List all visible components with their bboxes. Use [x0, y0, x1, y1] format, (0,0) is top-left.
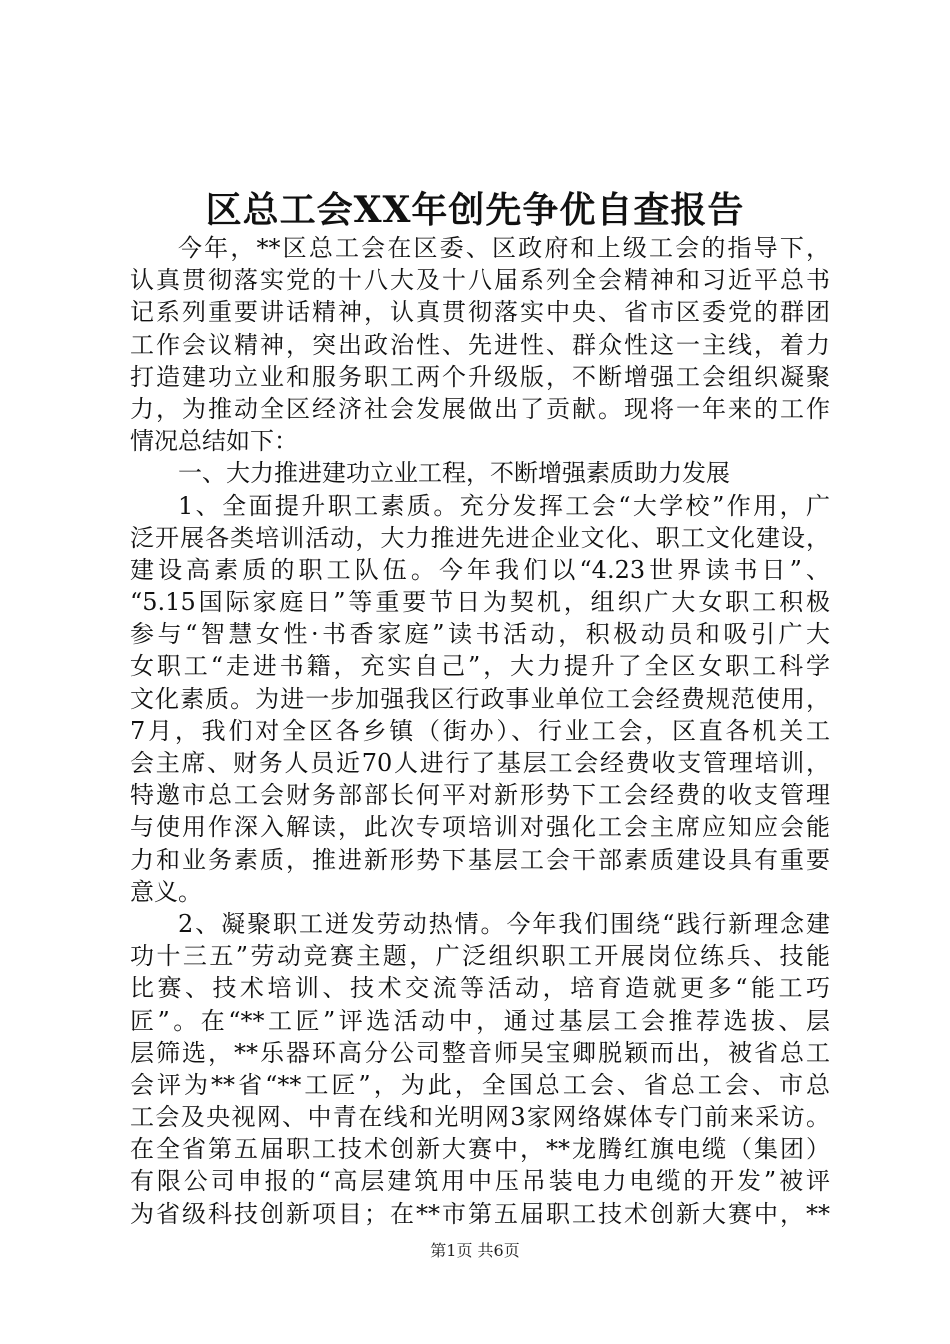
body-line: 会主席、财务人员近70人进行了基层工会经费收支管理培训， — [130, 749, 830, 777]
body-line: 2、凝聚职工迸发劳动热情。今年我们围绕“践行新理念建 — [178, 909, 830, 938]
body-line: 记系列重要讲话精神，认真贯彻落实中央、省市区委党的群团 — [130, 298, 830, 327]
document-title: 区总工会XX年创先争优自查报告 — [205, 189, 745, 231]
body-line: 比赛、技术培训、技术交流等活动，培育造就更多“能工巧 — [130, 974, 830, 1003]
body-line: 7月，我们对全区各乡镇（街办）、行业工会，区直各机关工 — [130, 716, 830, 745]
body-line: “5.15国际家庭日”等重要节日为契机，组织广大女职工积极 — [130, 588, 830, 617]
body-line: 情况总结如下： — [130, 427, 298, 456]
body-line: 一、大力推进建功立业工程，不断增强素质助力发展 — [178, 459, 730, 488]
body-line: 今年，**区总工会在区委、区政府和上级工会的指导下， — [178, 234, 830, 262]
body-line: 力和业务素质，推进新形势下基层工会干部素质建设具有重要 — [130, 845, 830, 874]
body-line: 参与“智慧女性·书香家庭”读书活动，积极动员和吸引广大 — [130, 620, 830, 649]
page-footer: 第1页 共6页 — [430, 1241, 520, 1260]
body-line: 在全省第五届职工技术创新大赛中，**龙腾红旗电缆（集团） — [130, 1135, 830, 1164]
body-line: 工会及央视网、中青在线和光明网3家网络媒体专门前来采访。 — [130, 1103, 830, 1132]
body-line: 意义。 — [130, 877, 202, 906]
body-line: 特邀市总工会财务部部长何平对新形势下工会经费的收支管理 — [130, 781, 830, 810]
body-line: 会评为**省“**工匠”，为此，全国总工会、省总工会、市总 — [130, 1070, 830, 1099]
body-line: 打造建功立业和服务职工两个升级版，不断增强工会组织凝聚 — [130, 362, 830, 391]
body-line: 有限公司申报的“高层建筑用中压吊装电力电缆的开发”被评 — [130, 1167, 830, 1196]
body-line: 功十三五”劳动竞赛主题，广泛组织职工开展岗位练兵、技能 — [130, 942, 830, 971]
body-line: 与使用作深入解读，此次专项培训对强化工会主席应知应会能 — [130, 813, 830, 842]
document-body — [130, 232, 830, 1230]
body-line: 匠”。在“**工匠”评选活动中，通过基层工会推荐选拔、层 — [130, 1006, 830, 1035]
body-line: 工作会议精神，突出政治性、先进性、群众性这一主线，着力 — [130, 330, 830, 359]
body-line: 认真贯彻落实党的十八大及十八届系列全会精神和习近平总书 — [130, 266, 830, 295]
body-line: 建设高素质的职工队伍。今年我们以“4.23世界读书日”、 — [130, 555, 830, 584]
body-line: 为省级科技创新项目；在**市第五届职工技术创新大赛中，** — [130, 1199, 830, 1228]
body-line: 文化素质。为进一步加强我区行政事业单位工会经费规范使用， — [130, 684, 830, 713]
body-line: 力，为推动全区经济社会发展做出了贡献。现将一年来的工作 — [130, 394, 830, 423]
body-line: 泛开展各类培训活动，大力推进先进企业文化、职工文化建设， — [130, 523, 830, 552]
body-line: 1、全面提升职工素质。充分发挥工会“大学校”作用，广 — [178, 491, 830, 520]
body-line: 层筛选，**乐器环高分公司整音师吴宝卿脱颖而出，被省总工 — [130, 1038, 830, 1067]
body-line: 女职工“走进书籍，充实自己”，大力提升了全区女职工科学 — [130, 652, 830, 681]
